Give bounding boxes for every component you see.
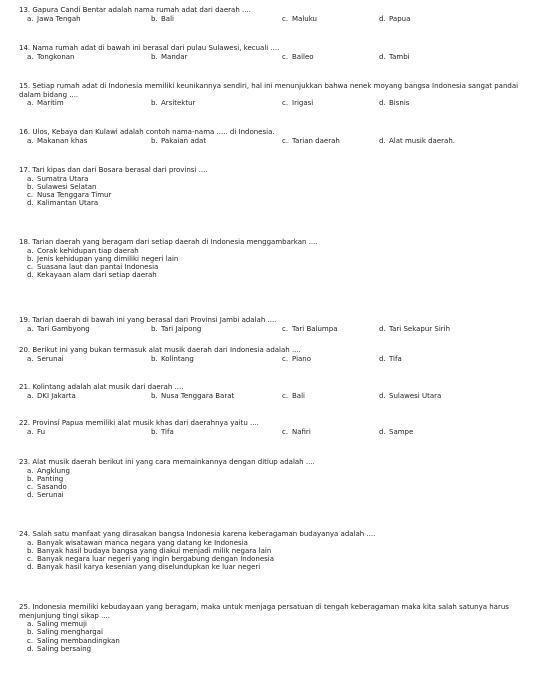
option-letter: d. bbox=[379, 354, 386, 363]
option-text: Baileo bbox=[292, 52, 314, 61]
option-a bbox=[19, 539, 527, 547]
answer-options bbox=[19, 175, 527, 208]
option-text: Nusa Tenggara Timur bbox=[37, 190, 112, 199]
option-letter: d. bbox=[379, 99, 386, 108]
question-number: 17. bbox=[19, 166, 31, 174]
option-b bbox=[151, 15, 174, 24]
question-text: Nama rumah adat di bawah ini berasal dari pulau Sulawesi, kecuali .... bbox=[32, 44, 280, 52]
option-letter: d. bbox=[379, 427, 386, 436]
option-text: Bali bbox=[161, 14, 174, 23]
option-text: Makanan khas bbox=[37, 136, 88, 145]
option-letter: a. bbox=[27, 354, 34, 363]
question-stem bbox=[19, 419, 527, 428]
option-text: Serunai bbox=[37, 354, 64, 363]
option-c bbox=[282, 99, 313, 108]
option-d bbox=[19, 563, 527, 571]
option-letter: c. bbox=[282, 354, 289, 363]
question-number: 16. bbox=[19, 128, 31, 136]
option-a bbox=[27, 137, 87, 146]
option-text: Bali bbox=[292, 391, 305, 400]
option-b bbox=[151, 325, 201, 334]
question-stem bbox=[19, 458, 527, 467]
option-c bbox=[282, 137, 340, 146]
option-letter: d. bbox=[379, 391, 386, 400]
option-b bbox=[19, 547, 527, 555]
question-14 bbox=[19, 44, 527, 62]
question-19 bbox=[19, 316, 527, 334]
option-b bbox=[19, 475, 527, 483]
option-letter: c. bbox=[27, 262, 34, 271]
question-text: Setiap rumah adat di Indonesia memiliki keunikannya sendiri, hal ini menunjukkan bahwa nenek moyang bangsa Indonesia sangat pandai dalam bidang .... bbox=[19, 82, 519, 99]
option-text: Tari Jaipong bbox=[161, 324, 202, 333]
question-number: 22. bbox=[19, 419, 31, 427]
option-text: Banyak negara luar negeri yang ingin bergabung dengan Indonesia bbox=[37, 554, 275, 563]
option-text: Jawa Tengah bbox=[37, 14, 81, 23]
question-stem bbox=[19, 166, 527, 175]
option-c bbox=[19, 555, 527, 563]
option-letter: d. bbox=[379, 324, 386, 333]
option-letter: c. bbox=[27, 190, 34, 199]
question-stem bbox=[19, 6, 527, 15]
option-letter: d. bbox=[27, 199, 34, 208]
option-d bbox=[379, 355, 402, 364]
option-letter: c. bbox=[27, 554, 34, 563]
question-18 bbox=[19, 238, 527, 279]
option-text: Saling memuji bbox=[37, 620, 87, 629]
question-13 bbox=[19, 6, 527, 24]
option-letter: b. bbox=[27, 254, 34, 263]
option-a bbox=[19, 247, 527, 255]
answer-options bbox=[19, 539, 527, 572]
option-d bbox=[19, 199, 527, 207]
option-text: Fu bbox=[37, 427, 46, 436]
option-letter: a. bbox=[27, 52, 34, 61]
question-text: Salah satu manfaat yang dirasakan bangsa Indonesia karena keberagaman budayanya adalah .... bbox=[32, 530, 376, 538]
option-d bbox=[379, 392, 441, 401]
option-d bbox=[19, 645, 527, 653]
option-letter: c. bbox=[282, 14, 289, 23]
option-text: Sulawesi Selatan bbox=[37, 182, 97, 191]
option-text: Sampe bbox=[389, 427, 414, 436]
question-text: Indonesia memiliki kebudayaan yang beragam, maka untuk menjaga persatuan di tengah keberagaman maka kita salah satunya harus menjunjung tingi sikap .... bbox=[19, 603, 509, 620]
question-number: 20. bbox=[19, 346, 31, 354]
option-text: Mandar bbox=[161, 52, 188, 61]
answer-options bbox=[19, 325, 527, 334]
option-d bbox=[379, 53, 410, 62]
option-letter: c. bbox=[282, 391, 289, 400]
option-b bbox=[151, 428, 174, 437]
question-stem bbox=[19, 82, 527, 99]
option-text: Saling membandingkan bbox=[37, 636, 120, 645]
question-text: Alat musik daerah berikut ini yang cara memainkannya dengan ditiup adalah .... bbox=[32, 458, 315, 466]
option-c bbox=[282, 325, 337, 334]
option-text: Pakaian adat bbox=[161, 136, 207, 145]
option-text: Arsitektur bbox=[161, 99, 196, 108]
answer-options bbox=[19, 620, 527, 653]
option-c bbox=[282, 53, 314, 62]
option-a bbox=[27, 15, 81, 24]
option-text: Nusa Tenggara Barat bbox=[161, 391, 235, 400]
option-text: Tongkonan bbox=[37, 52, 75, 61]
option-text: Suasana laut dan pantai Indonesia bbox=[37, 262, 159, 271]
option-letter: c. bbox=[282, 427, 289, 436]
option-text: Sasando bbox=[37, 482, 67, 491]
option-letter: d. bbox=[379, 136, 386, 145]
question-text: Tarian daerah di bawah ini yang berasal dari Provinsi Jambi adalah .... bbox=[32, 316, 277, 324]
option-letter: b. bbox=[151, 354, 158, 363]
question-number: 21. bbox=[19, 383, 31, 391]
answer-options bbox=[19, 467, 527, 500]
question-number: 24. bbox=[19, 530, 31, 538]
question-text: Tari kipas dan dari Bosara berasal dari provinsi .... bbox=[32, 166, 208, 174]
question-17 bbox=[19, 166, 527, 207]
option-text: Tari Sekapur Sirih bbox=[389, 324, 451, 333]
option-b bbox=[151, 392, 234, 401]
answer-options bbox=[19, 392, 527, 401]
question-21 bbox=[19, 383, 527, 401]
option-a bbox=[27, 53, 75, 62]
option-letter: a. bbox=[27, 620, 34, 629]
option-letter: c. bbox=[282, 99, 289, 108]
option-c bbox=[19, 637, 527, 645]
question-stem bbox=[19, 316, 527, 325]
option-text: Papua bbox=[389, 14, 411, 23]
question-24 bbox=[19, 530, 527, 571]
option-letter: a. bbox=[27, 99, 34, 108]
question-stem bbox=[19, 44, 527, 53]
option-text: Tari Balumpa bbox=[292, 324, 338, 333]
option-text: Tifa bbox=[161, 427, 174, 436]
answer-options bbox=[19, 137, 527, 146]
option-text: Saling bersaing bbox=[37, 644, 92, 653]
question-16 bbox=[19, 128, 527, 146]
question-25 bbox=[19, 603, 527, 653]
answer-options bbox=[19, 355, 527, 364]
option-a bbox=[27, 392, 76, 401]
option-text: Maluku bbox=[292, 14, 317, 23]
option-text: DKI Jakarta bbox=[37, 391, 76, 400]
option-letter: c. bbox=[27, 636, 34, 645]
question-20 bbox=[19, 346, 527, 364]
option-letter: b. bbox=[151, 14, 158, 23]
option-text: Tarian daerah bbox=[292, 136, 340, 145]
option-text: Maritim bbox=[37, 99, 64, 108]
question-number: 25. bbox=[19, 603, 31, 611]
option-text: Banyak hasil budaya bangsa yang diakui menjadi milik negara lain bbox=[37, 546, 272, 555]
question-stem bbox=[19, 530, 527, 539]
option-b bbox=[19, 255, 527, 263]
question-text: Berikut ini yang bukan termasuk alat musik daerah dari Indonesia adalah .... bbox=[32, 346, 301, 354]
option-text: Bisnis bbox=[389, 99, 410, 108]
option-d bbox=[379, 428, 413, 437]
option-text: Kalimantan Utara bbox=[37, 199, 99, 208]
option-letter: b. bbox=[27, 546, 34, 555]
option-text: Angklung bbox=[37, 466, 70, 475]
question-text: Tarian daerah yang beragam dari setiap daerah di Indonesia menggambarkan .... bbox=[32, 238, 318, 246]
option-letter: b. bbox=[151, 427, 158, 436]
question-stem bbox=[19, 346, 527, 355]
option-b bbox=[19, 183, 527, 191]
option-a bbox=[27, 355, 64, 364]
question-stem bbox=[19, 383, 527, 392]
option-text: Nafiri bbox=[292, 427, 311, 436]
option-text: Tambi bbox=[389, 52, 410, 61]
option-b bbox=[19, 628, 527, 636]
option-text: Tifa bbox=[389, 354, 402, 363]
option-letter: d. bbox=[27, 271, 34, 280]
option-letter: a. bbox=[27, 246, 34, 255]
option-letter: a. bbox=[27, 136, 34, 145]
option-c bbox=[282, 392, 305, 401]
option-a bbox=[19, 620, 527, 628]
question-number: 19. bbox=[19, 316, 31, 324]
option-letter: d. bbox=[27, 491, 34, 500]
option-letter: d. bbox=[379, 52, 386, 61]
option-d bbox=[379, 325, 450, 334]
question-text: Gapura Candi Bentar adalah nama rumah adat dari daerah .... bbox=[32, 6, 251, 14]
option-letter: a. bbox=[27, 538, 34, 547]
option-b bbox=[151, 137, 206, 146]
option-b bbox=[151, 53, 187, 62]
option-letter: a. bbox=[27, 324, 34, 333]
option-letter: b. bbox=[151, 391, 158, 400]
option-text: Corak kehidupan tiap daerah bbox=[37, 246, 139, 255]
option-letter: d. bbox=[27, 563, 34, 572]
option-text: Panting bbox=[37, 474, 64, 483]
question-stem bbox=[19, 128, 527, 137]
option-text: Banyak hasil karya kesenian yang diselundupkan ke luar negeri bbox=[37, 563, 261, 572]
option-letter: a. bbox=[27, 427, 34, 436]
option-a bbox=[27, 99, 64, 108]
option-letter: b. bbox=[27, 182, 34, 191]
option-a bbox=[27, 428, 45, 437]
option-text: Jenis kehidupan yang dimiliki negeri lain bbox=[37, 254, 179, 263]
answer-options bbox=[19, 99, 527, 108]
question-text: Provinsi Papua memiliki alat musik khas dari daerahnya yaitu .... bbox=[32, 419, 259, 427]
option-text: Serunai bbox=[37, 491, 64, 500]
question-stem bbox=[19, 238, 527, 247]
option-d bbox=[379, 99, 409, 108]
option-a bbox=[19, 467, 527, 475]
answer-options bbox=[19, 247, 527, 280]
option-text: Banyak wisatawan manca negara yang datang ke Indonesia bbox=[37, 538, 248, 547]
answer-options bbox=[19, 15, 527, 24]
option-letter: d. bbox=[27, 644, 34, 653]
question-15 bbox=[19, 82, 527, 108]
option-c bbox=[19, 263, 527, 271]
option-letter: a. bbox=[27, 174, 34, 183]
answer-options bbox=[19, 53, 527, 62]
option-a bbox=[19, 175, 527, 183]
option-c bbox=[19, 483, 527, 491]
option-letter: b. bbox=[151, 99, 158, 108]
option-c bbox=[19, 191, 527, 199]
option-letter: a. bbox=[27, 14, 34, 23]
option-text: Sumatra Utara bbox=[37, 174, 89, 183]
answer-options bbox=[19, 428, 527, 437]
question-text: Kolintang adalah alat musik dari daerah .... bbox=[32, 383, 184, 391]
option-c bbox=[282, 428, 311, 437]
question-number: 13. bbox=[19, 6, 31, 14]
option-letter: a. bbox=[27, 391, 34, 400]
question-23 bbox=[19, 458, 527, 499]
question-number: 23. bbox=[19, 458, 31, 466]
question-number: 18. bbox=[19, 238, 31, 246]
option-letter: c. bbox=[282, 136, 289, 145]
option-letter: b. bbox=[27, 474, 34, 483]
option-text: Saling menghargai bbox=[37, 628, 103, 637]
option-text: Tari Gambyong bbox=[37, 324, 90, 333]
option-c bbox=[282, 355, 311, 364]
option-d bbox=[379, 15, 410, 24]
option-text: Irigasi bbox=[292, 99, 314, 108]
question-text: Ulos, Kebaya dan Kulawi adalah contoh nama-nama ..... di Indonesia. bbox=[32, 128, 275, 136]
option-b bbox=[151, 355, 194, 364]
question-number: 14. bbox=[19, 44, 31, 52]
option-letter: b. bbox=[151, 52, 158, 61]
option-text: Alat musik daerah. bbox=[389, 136, 455, 145]
option-text: Sulawesi Utara bbox=[389, 391, 442, 400]
option-letter: a. bbox=[27, 466, 34, 475]
option-letter: b. bbox=[151, 324, 158, 333]
question-22 bbox=[19, 419, 527, 437]
option-letter: c. bbox=[282, 324, 289, 333]
option-d bbox=[19, 271, 527, 279]
option-text: Kekayaan alam dari setiap daerah bbox=[37, 271, 157, 280]
option-text: Piano bbox=[292, 354, 312, 363]
option-letter: c. bbox=[27, 482, 34, 491]
option-b bbox=[151, 99, 195, 108]
question-stem bbox=[19, 603, 527, 620]
option-letter: c. bbox=[282, 52, 289, 61]
option-d bbox=[379, 137, 455, 146]
option-letter: d. bbox=[379, 14, 386, 23]
option-d bbox=[19, 491, 527, 499]
option-text: Kolintang bbox=[161, 354, 194, 363]
option-a bbox=[27, 325, 90, 334]
option-c bbox=[282, 15, 317, 24]
question-number: 15. bbox=[19, 82, 31, 90]
option-letter: b. bbox=[151, 136, 158, 145]
option-letter: b. bbox=[27, 628, 34, 637]
